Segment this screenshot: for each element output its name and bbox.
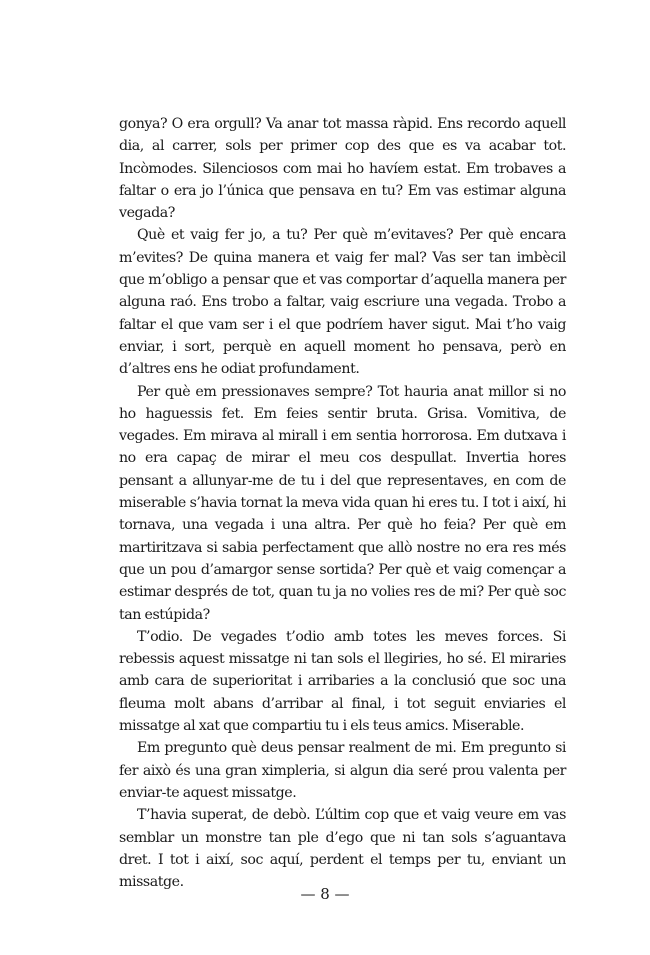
page-number: — 8 — [300, 885, 350, 903]
paragraph-6: T’havia superat, de debò. L’últim cop que et vaig veure em vas semblar un monstre tan ple d’ego que ni tan sols s’aguantava dret. I tot i així, soc aquí, perdent el temps per tu, enviant un missatge. [119, 807, 566, 891]
body-text [119, 113, 566, 893]
paragraph-4: T’odio. De vegades t’odio amb totes les meves forces. Si rebessis aquest missatge ni tan sols el llegiries, ho sé. El miraries amb cara de superioritat i arribaries a la conclusió que soc una fleuma molt abans d’arribar al final, i tot seguit enviaries el missatge al xat que compartiu tu i els teus amics. Miserable. [119, 628, 566, 735]
paragraph-2: Què et vaig fer jo, a tu? Per què m’evitaves? Per què encara m’evites? De quina manera et vaig fer mal? Vas ser tan imbècil que m’obligo a pensar que et vas comportar d’aquella manera per alguna raó. Ens trobo a faltar, vaig escriure una vegada. Trobo a faltar el que vam ser i el que podríem haver sigut. Mai t’ho vaig enviar, i sort, perquè en aquell moment ho pensava, però en d’altres ens he odiat profundament. [119, 227, 566, 378]
paragraph-3: Per què em pressionaves sempre? Tot hauria anat millor si no ho haguessis fet. Em feies sentir bruta. Grisa. Vomitiva, de vegades. Em mirava al mirall i em sentia horrorosa. Em dutxava i no era capaç de mirar el meu cos despullat. Invertia hores pensant a allunyar-me de tu i del que representaves, en com de miserable s’havia tornat la meva vida quan hi eres tu. I tot i així, hi tornava, una vegada i una altra. Per què ho feia? Per què em martiritzava si sabia perfectament que allò nostre no era res més que un pou d’amargor sense sortida? Per què et vaig començar a estimar després de tot, quan tu ja no volies res de mi? Per què soc tan estúpida? [119, 383, 566, 623]
paragraph-5: Em pregunto què deus pensar realment de mi. Em pregunto si fer això és una gran ximpleria, si algun dia seré prou valenta per enviar-te aquest missatge. [119, 740, 566, 801]
paragraph-1: gonya? O era orgull? Va anar tot massa ràpid. Ens recordo aquell dia, al carrer, sols per primer cop des que es va acabar tot. Incòmodes. Silenciosos com mai ho havíem estat. Em trobaves a faltar o era jo l’única que pensava en tu? Em vas estimar alguna vegada? [119, 116, 566, 222]
